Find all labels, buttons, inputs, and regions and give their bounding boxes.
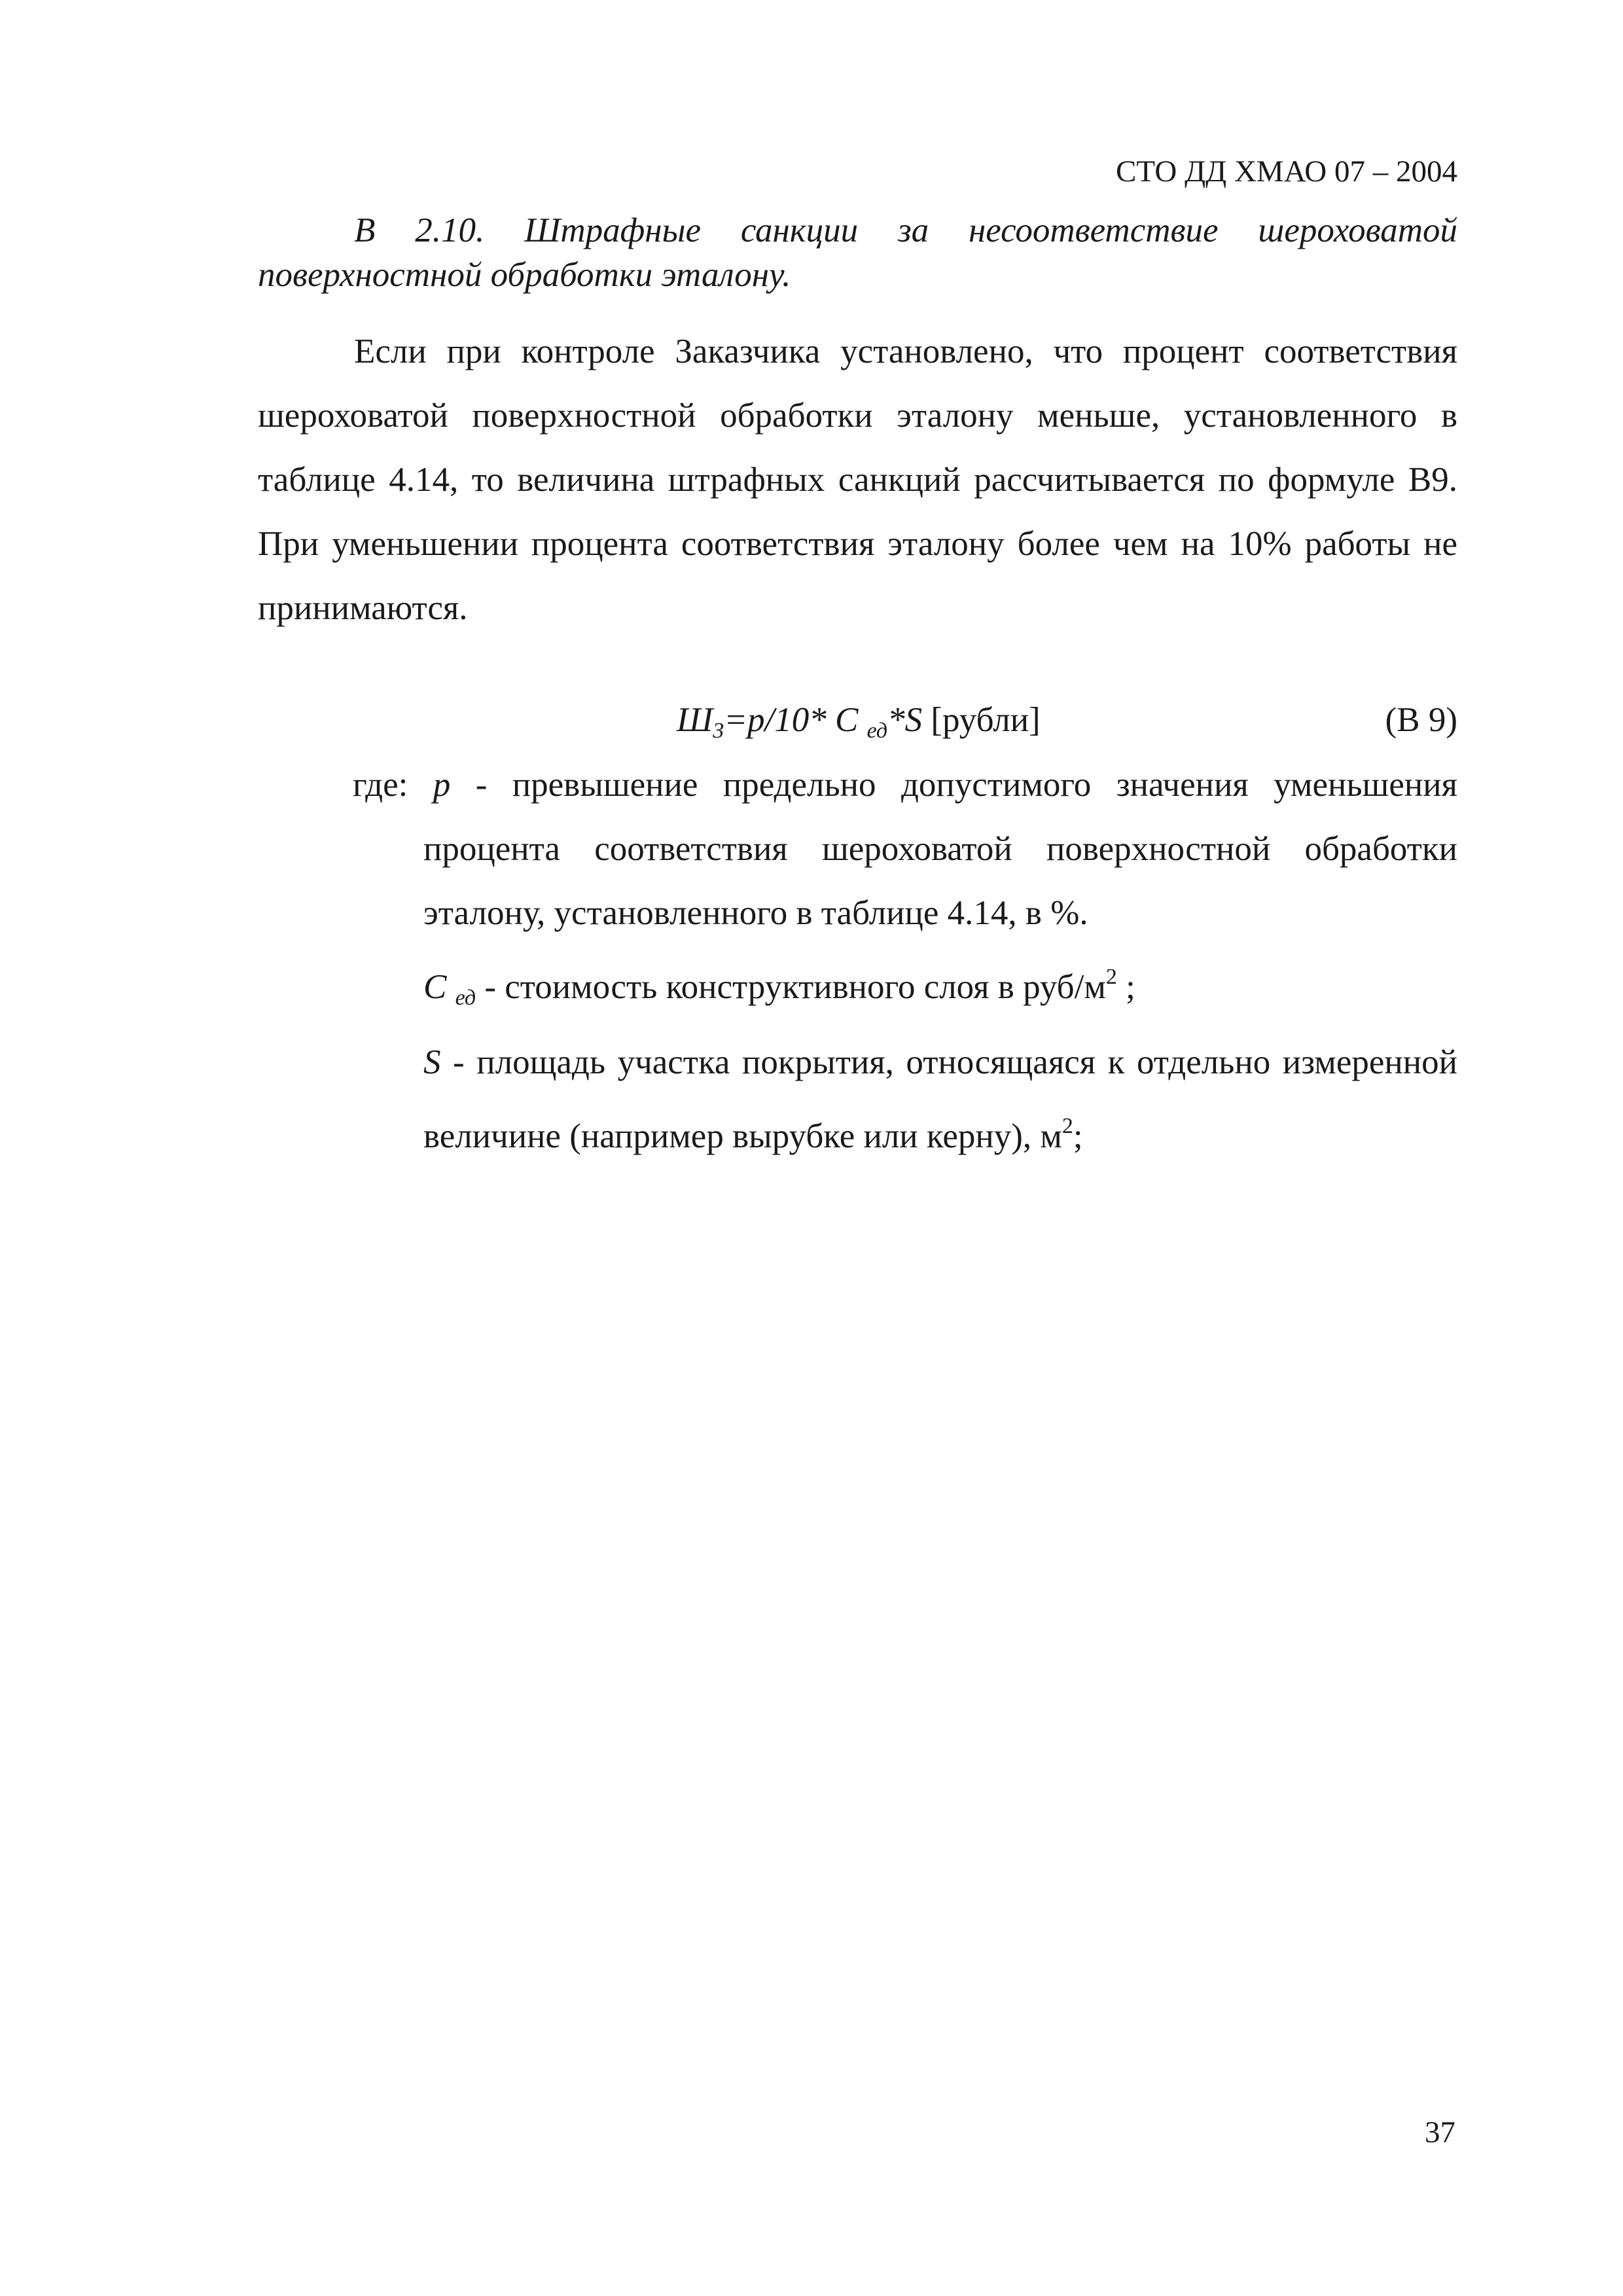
formula-b9 (677, 694, 1041, 757)
definition-c-superscript: 2 (1105, 965, 1117, 989)
formula-unit: [рубли] (922, 701, 1041, 739)
formula-star-1: * (809, 701, 827, 739)
definitions-block (353, 753, 1457, 1168)
definition-c-text: - стоимость конструктивного слоя в руб/м (476, 968, 1106, 1006)
formula-star-2: * (887, 701, 905, 739)
formula-eq: =p/10 (724, 701, 810, 739)
section-title-text: В 2.10. Штрафные санкции за несоответствие шероховатой поверхностной обработки эталону. (258, 211, 1457, 294)
formula-number: (В 9) (1385, 701, 1457, 739)
document-code-header: СТО ДД ХМАО 07 – 2004 (1115, 154, 1457, 188)
formula-c: С (826, 701, 867, 739)
section-title (258, 208, 1457, 297)
definition-c-subscript: ед (455, 986, 476, 1010)
definition-s-text: - площадь участка покрытия, относящаяся к отдельно измеренной величине (например вырубке или керну), м (423, 1043, 1457, 1155)
page-number: 37 (1425, 2115, 1455, 2149)
formula-lhs: Ш (677, 701, 713, 739)
body-paragraph-text: Если при контроле Заказчика установлено, что процент соответствия шероховатой поверхностной обработки эталону меньше, установленного в таблице 4.14, то величина штрафных санкций рассчитывается по формуле В9. При уменьшении процента соответствия эталону более чем на 10% работы не принимаются. (258, 332, 1457, 627)
definition-p-text: - превышение предельно допустимого значения уменьшения процента соответствия шероховатой поверхностной обработки эталону, установленного в таблице 4.14, в %. (423, 766, 1457, 932)
definition-s-superscript: 2 (1061, 1114, 1073, 1138)
formula-c-subscript: ед (866, 719, 888, 743)
definition-p-symbol: p (433, 766, 451, 804)
definition-c-symbol: С (423, 968, 455, 1006)
formula-row (258, 694, 1457, 746)
definition-s-symbol: S (423, 1043, 441, 1081)
formula-lhs-subscript: 3 (713, 719, 724, 743)
where-label: где: (353, 766, 433, 804)
definition-s (353, 1030, 1457, 1168)
body-paragraph (258, 319, 1457, 640)
formula-s: S (904, 701, 923, 739)
definition-s-end: ; (1073, 1117, 1083, 1155)
definition-c-end: ; (1116, 968, 1135, 1006)
definition-c (353, 945, 1457, 1030)
definition-p (353, 753, 1457, 945)
